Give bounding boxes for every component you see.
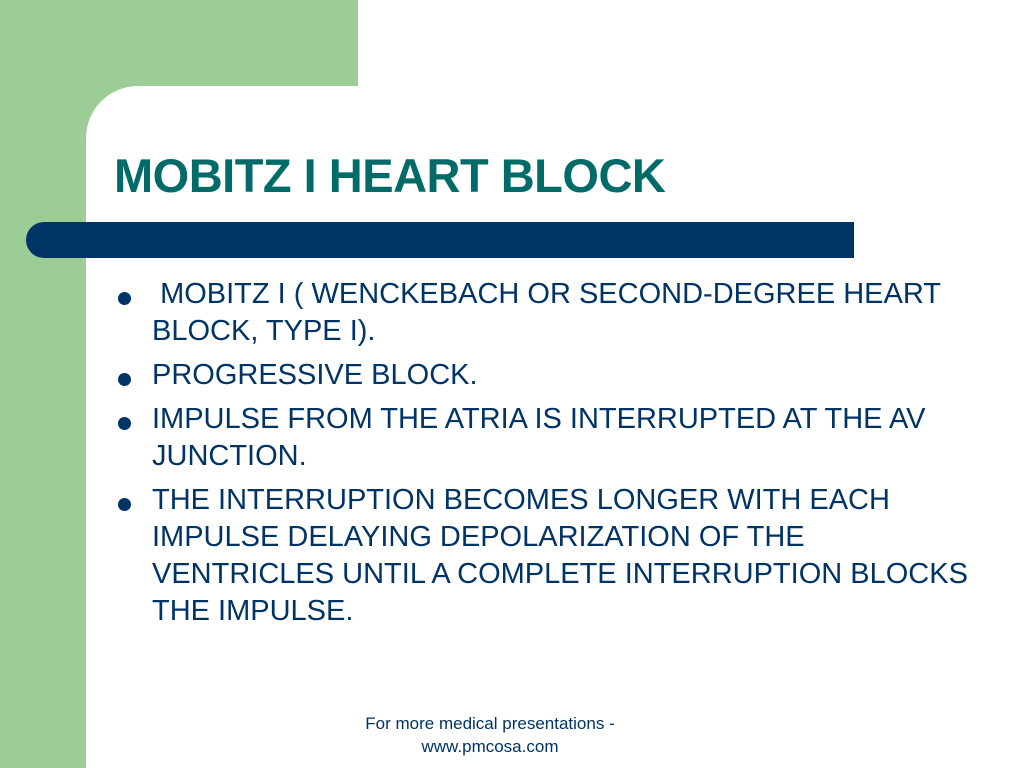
bullet-dot-icon <box>118 498 131 511</box>
footer-text: For more medical presentations - <box>365 714 615 733</box>
bullet-dot-icon <box>118 417 131 430</box>
slide-title: MOBITZ I HEART BLOCK <box>114 149 666 202</box>
title-underline-bar <box>26 222 854 258</box>
bullet-item <box>114 276 984 350</box>
bullet-item <box>114 357 984 394</box>
bullet-text: IMPULSE FROM THE ATRIA IS INTERRUPTED AT THE AV JUNCTION. <box>152 403 926 472</box>
slide-footer <box>330 712 650 758</box>
bullet-item <box>114 401 984 475</box>
bullet-list <box>114 276 984 637</box>
bullet-item <box>114 482 984 630</box>
footer-link[interactable]: www.pmcosa.com <box>421 737 559 756</box>
bullet-text: MOBITZ I ( WENCKEBACH OR SECOND-DEGREE HEART BLOCK, TYPE I). <box>152 278 949 347</box>
bullet-dot-icon <box>118 292 131 305</box>
bullet-text: PROGRESSIVE BLOCK. <box>152 359 478 391</box>
bullet-text: THE INTERRUPTION BECOMES LONGER WITH EACH IMPULSE DELAYING DEPOLARIZATION OF THE VENTRICLES UNTIL A COMPLETE INTERRUPTION BLOCKS THE IMPULSE. <box>152 484 968 627</box>
bullet-dot-icon <box>118 373 131 386</box>
